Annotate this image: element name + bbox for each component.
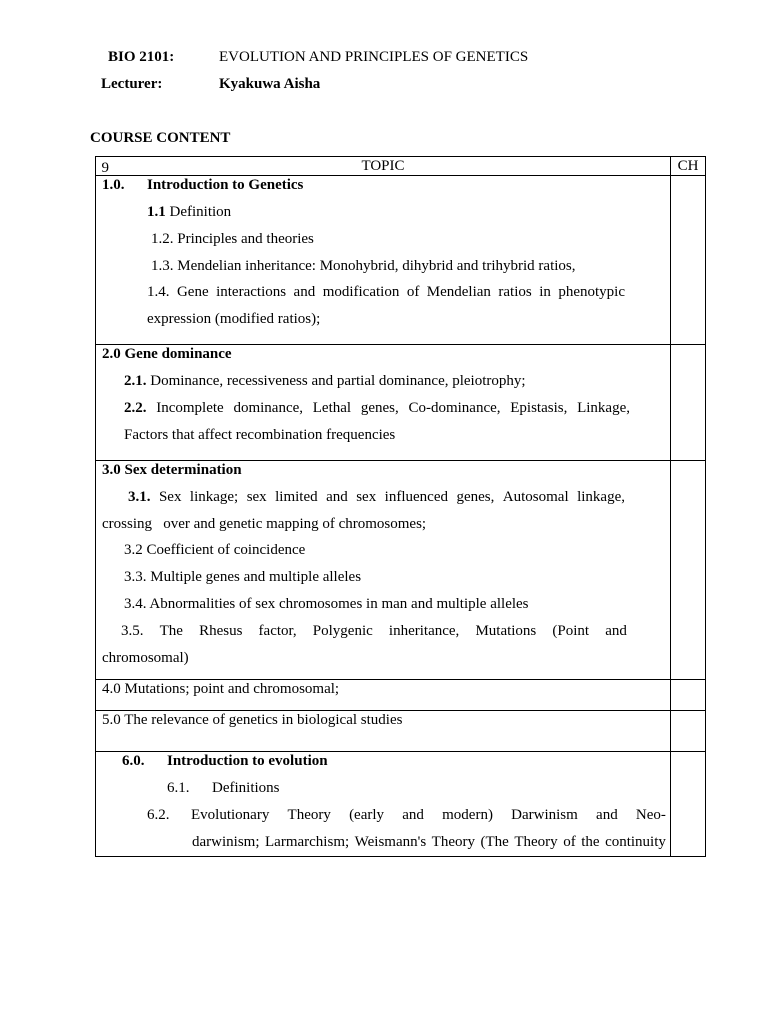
- word: Incomplete: [156, 400, 224, 416]
- word: modification: [322, 284, 400, 300]
- word: Polygenic: [312, 623, 373, 639]
- word: interactions: [216, 284, 287, 300]
- word: Epistasis,: [510, 400, 568, 416]
- word: (early: [349, 807, 385, 823]
- lecturer-label: Lecturer:: [101, 76, 163, 92]
- subtopic-text: Definition: [165, 204, 232, 220]
- word: Theory: [287, 807, 331, 823]
- subtopic-text: Dominance, recessiveness and partial dominance, pleiotrophy;: [146, 373, 526, 389]
- word: sex: [246, 489, 267, 505]
- word: phenotypic: [558, 284, 625, 300]
- word: Sex: [158, 489, 182, 505]
- ch-cell: [671, 680, 706, 711]
- word: Evolutionary: [191, 807, 270, 823]
- word: influenced: [384, 489, 448, 505]
- subtopic-number: 2.1.: [124, 373, 147, 389]
- table-row: [96, 176, 706, 345]
- subtopic-line: 3.4. Abnormalities of sex chromosomes in man and multiple alleles: [124, 596, 529, 612]
- ch-column-header: CH: [671, 157, 706, 176]
- topic-cell: [96, 711, 671, 752]
- subtopic-text: Definitions: [212, 780, 280, 796]
- word: ratios: [498, 284, 532, 300]
- subtopic-line: [147, 203, 231, 221]
- subtopic-line: 3.2 Coefficient of coincidence: [124, 542, 306, 558]
- table-header-row: [96, 157, 706, 176]
- topic-cell: [96, 345, 671, 461]
- subtopic-number: 1.1: [147, 204, 166, 220]
- word: genes,: [360, 400, 399, 416]
- word: The: [159, 623, 183, 639]
- topic-heading: Introduction to Genetics: [147, 177, 304, 193]
- word: Darwinism: [511, 807, 578, 823]
- word: inheritance,: [388, 623, 460, 639]
- ch-cell: [671, 176, 706, 345]
- subtopic-number: 6.1.: [167, 780, 190, 796]
- course-code: BIO 2101:: [108, 49, 175, 65]
- topic-heading: Introduction to evolution: [167, 753, 328, 769]
- topic-text: 5.0 The relevance of genetics in biological studies: [102, 712, 403, 728]
- word: Lethal: [312, 400, 352, 416]
- table-row: [96, 461, 706, 680]
- word: genes,: [456, 489, 495, 505]
- word: (Point: [552, 623, 590, 639]
- word: darwinism;: [192, 834, 260, 850]
- course-title: EVOLUTION AND PRINCIPLES OF GENETICS: [219, 49, 529, 65]
- course-content-table: [95, 156, 706, 857]
- subtopic-number: 6.2.: [147, 807, 170, 823]
- topic-heading: 2.0 Gene dominance: [102, 346, 232, 362]
- word: Linkage,: [577, 400, 630, 416]
- subtopic-line: 1.2. Principles and theories: [151, 231, 314, 247]
- ch-value: 9: [101, 159, 109, 176]
- word: factor,: [258, 623, 297, 639]
- word: Autosomal: [502, 489, 569, 505]
- topic-text: 4.0 Mutations; point and chromosomal;: [102, 681, 340, 697]
- topic-cell: [96, 461, 671, 680]
- subtopic-line-justified: [191, 806, 666, 824]
- table-row: [96, 752, 706, 857]
- table-row: [96, 711, 706, 752]
- subtopic-line: chromosomal): [102, 650, 189, 666]
- word: Weismann's: [354, 834, 427, 850]
- word: Theory: [514, 834, 558, 850]
- subtopic-line-justified: [192, 833, 666, 851]
- word: linkage,: [577, 489, 625, 505]
- word: 3.5.: [121, 623, 144, 639]
- word: limited: [275, 489, 318, 505]
- subtopic-line: 1.3. Mendelian inheritance: Monohybrid, dihybrid and trihybrid ratios,: [151, 258, 576, 274]
- word: 1.4.: [147, 284, 170, 300]
- word: 2.2.: [124, 400, 147, 416]
- word: and: [326, 489, 348, 505]
- word: Neo-: [635, 807, 666, 823]
- table-row: [96, 345, 706, 461]
- ch-cell: [671, 345, 706, 461]
- topic-cell: [96, 752, 671, 857]
- word: of: [406, 284, 420, 300]
- topic-heading: 3.0 Sex determination: [102, 462, 242, 478]
- word: and: [293, 284, 316, 300]
- subtopic-line-justified: [147, 283, 625, 301]
- word: of: [563, 834, 576, 850]
- word: Co-dominance,: [408, 400, 501, 416]
- word: (The: [480, 834, 509, 850]
- word: modern): [442, 807, 493, 823]
- word: in: [539, 284, 551, 300]
- subtopic-line: [124, 372, 526, 390]
- subtopic-line: crossing over and genetic mapping of chromosomes;: [102, 516, 427, 532]
- word: Mutations: [475, 623, 537, 639]
- ch-cell: [671, 461, 706, 680]
- word: linkage;: [189, 489, 239, 505]
- subtopic-line-justified: [128, 488, 625, 506]
- word: and: [596, 807, 618, 823]
- ch-cell: [671, 711, 706, 752]
- word: and: [402, 807, 424, 823]
- word: the: [581, 834, 600, 850]
- table-row: [96, 680, 706, 711]
- word: continuity: [605, 834, 666, 850]
- subtopic-line-justified: [124, 399, 630, 417]
- subtopic-line: Factors that affect recombination frequencies: [124, 427, 396, 443]
- topic-cell: [96, 680, 671, 711]
- lecturer-name: Kyakuwa Aisha: [219, 76, 321, 92]
- section-title: COURSE CONTENT: [90, 130, 231, 146]
- word: dominance,: [233, 400, 304, 416]
- topic-column-header: TOPIC: [96, 157, 671, 176]
- subtopic-line: 3.3. Multiple genes and multiple alleles: [124, 569, 362, 585]
- word: Larmarchism;: [265, 834, 350, 850]
- word: Rhesus: [199, 623, 243, 639]
- word: Mendelian: [426, 284, 491, 300]
- word: Gene: [176, 284, 209, 300]
- subtopic-line-justified: [121, 622, 627, 640]
- topic-number: 1.0.: [102, 177, 125, 193]
- subtopic-line: expression (modified ratios);: [147, 311, 321, 327]
- topic-number: 6.0.: [122, 753, 145, 769]
- word: Theory: [431, 834, 475, 850]
- word: and: [605, 623, 627, 639]
- topic-cell: [96, 176, 671, 345]
- word: sex: [356, 489, 377, 505]
- word: 3.1.: [128, 489, 151, 505]
